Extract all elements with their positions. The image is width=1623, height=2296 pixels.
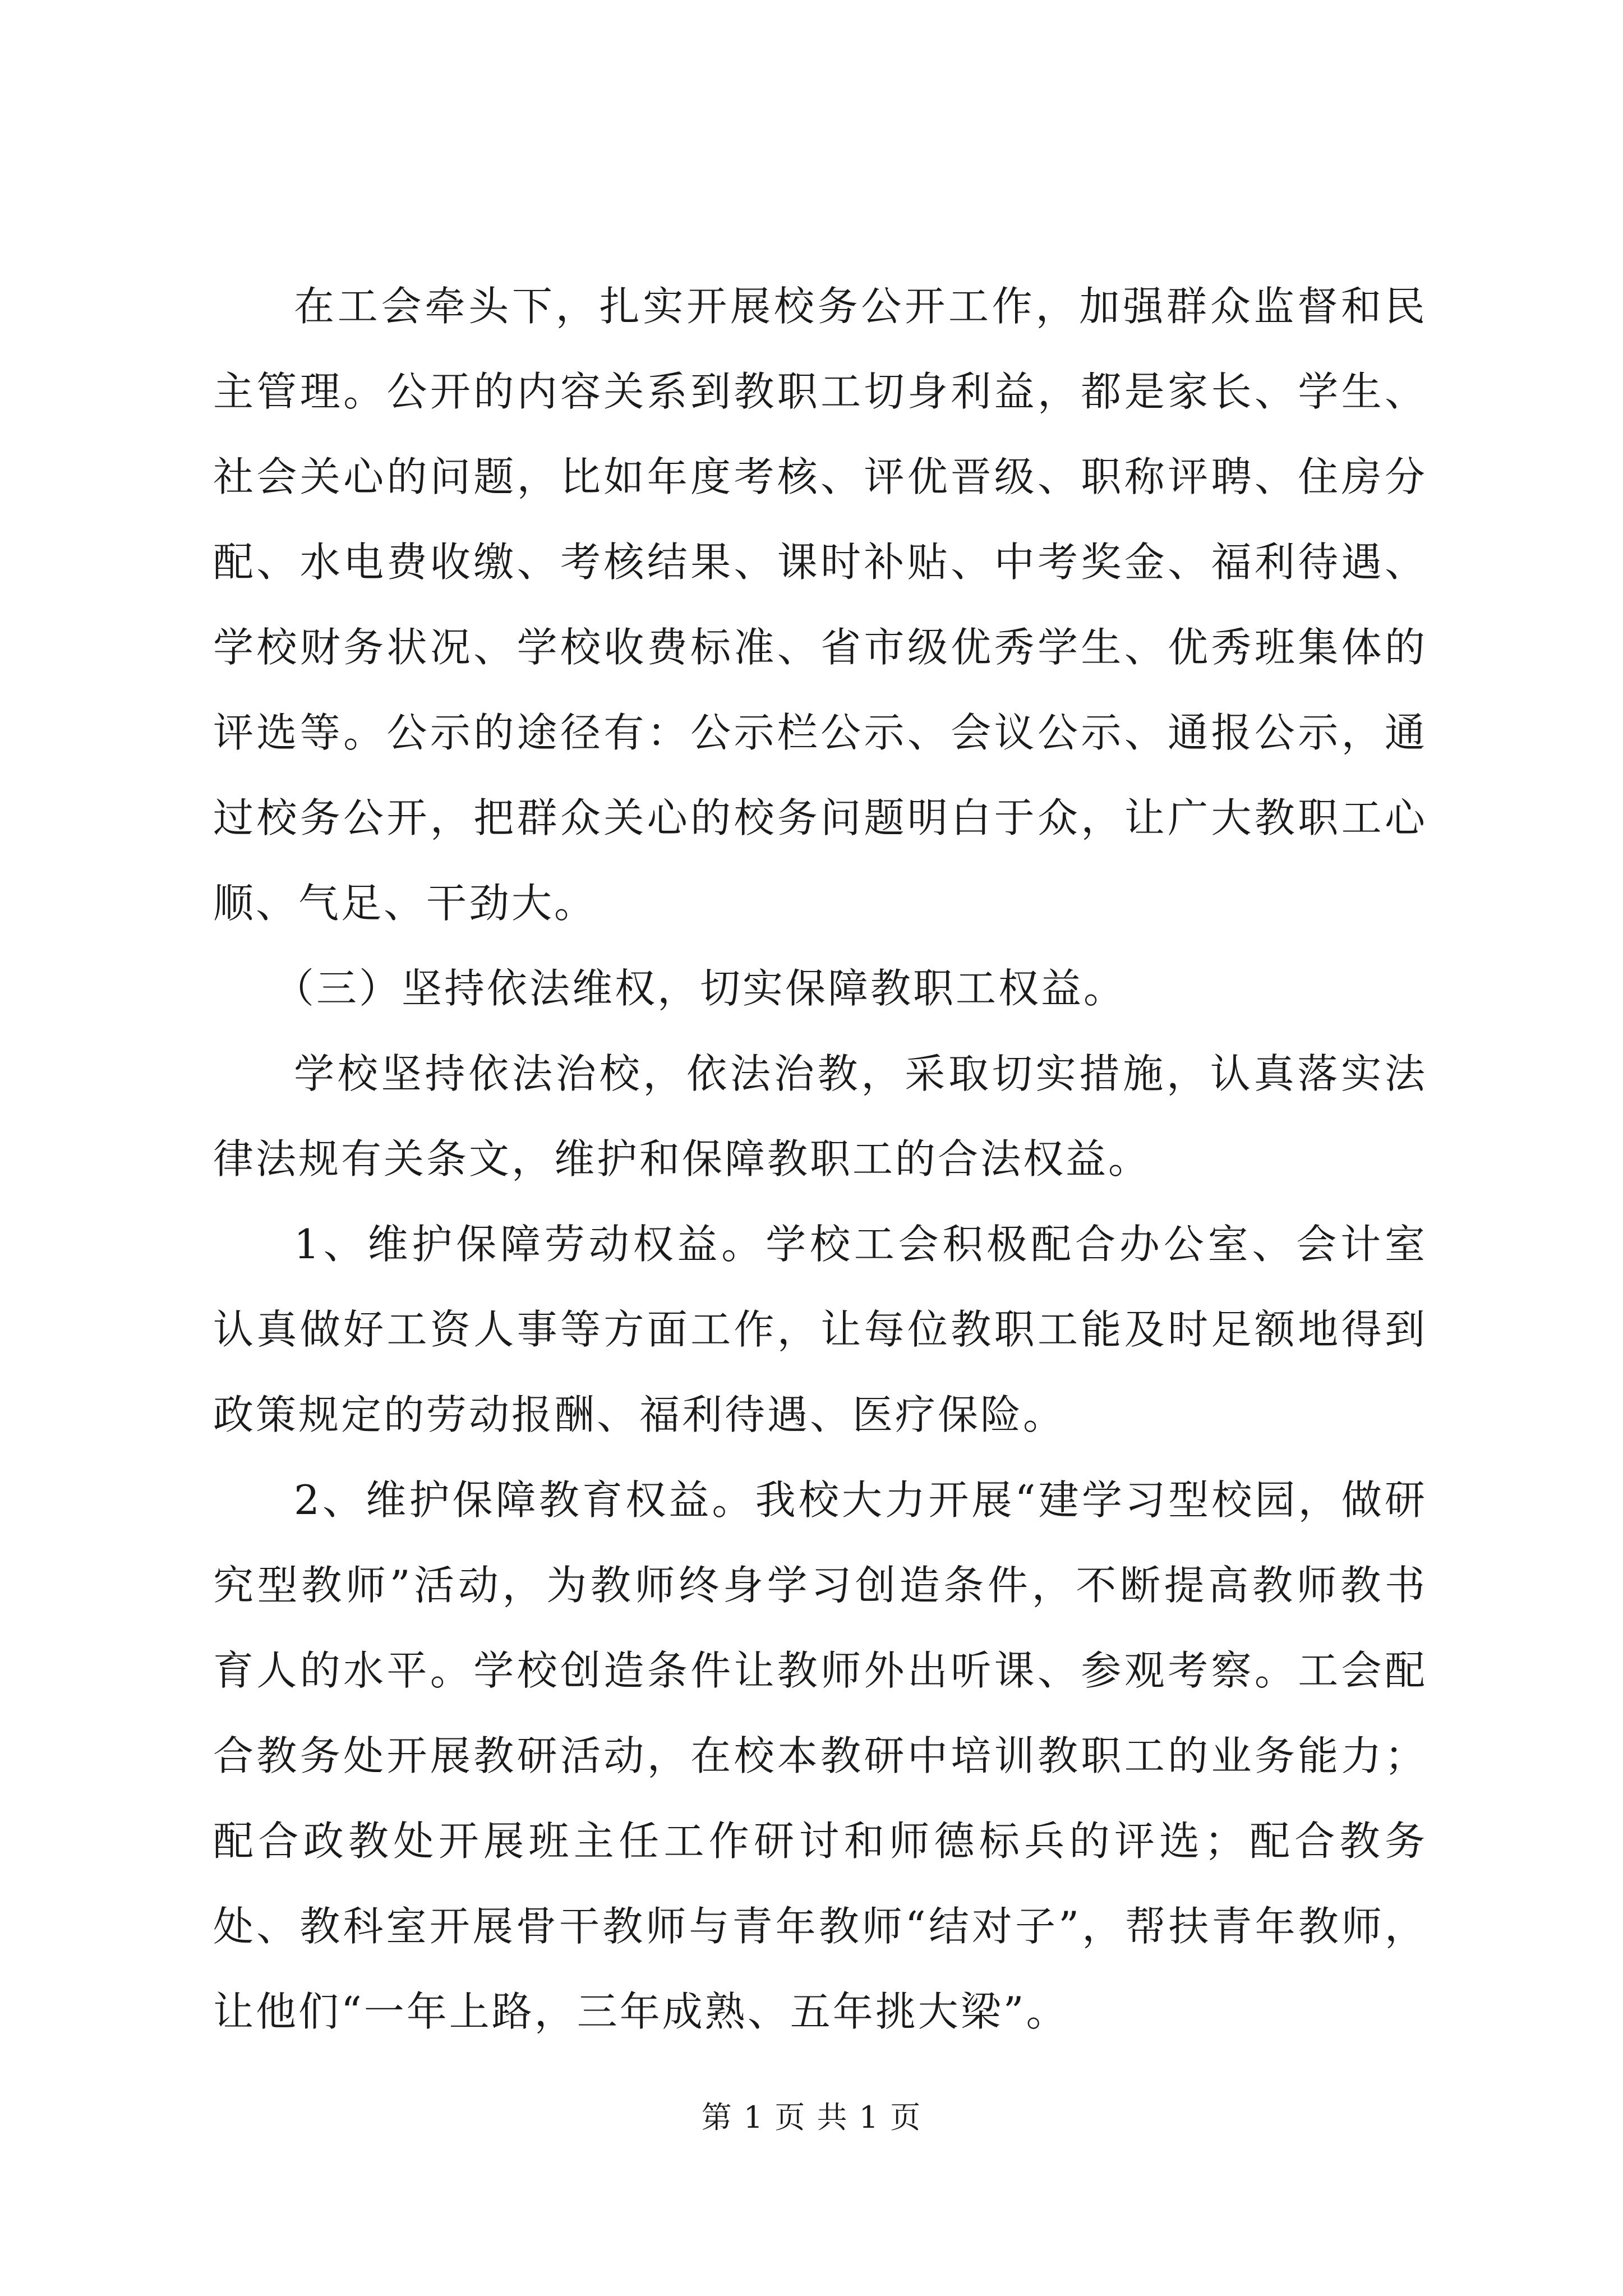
paragraph-labor-rights: 1、维护保障劳动权益。学校工会积极配合办公室、会计室认真做好工资人事等方面工作，让每位教职工能及时足额地得到政策规定的劳动报酬、福利待遇、医疗保险。: [213, 1221, 1427, 1438]
page-number-footer: 第 1 页 共 1 页: [701, 2100, 922, 2135]
paragraph-rule-of-law: 学校坚持依法治校，依法治教，采取切实措施，认真落实法律法规有关条文，维护和保障教职工的合法权益。: [213, 1050, 1427, 1182]
paragraph-education-rights: 2、维护保障教育权益。我校大力开展“建学习型校园，做研究型教师”活动，为教师终身学习创造条件，不断提高教师教书育人的水平。学校创造条件让教师外出听课、参观考察。工会配合教务处开展教研活动，在校本教研中培训教职工的业务能力；配合政教处开展班主任工作研讨和师德标兵的评选；配合教务处、教科室开展骨干教师与青年教师“结对子”，帮扶青年教师，让他们“一年上路，三年成熟、五年挑大梁”。: [213, 1476, 1427, 2035]
document-body: [213, 264, 1427, 2054]
paragraph-school-affairs-disclosure: 在工会牵头下，扎实开展校务公开工作，加强群众监督和民主管理。公开的内容关系到教职工切身利益，都是家长、学生、社会关心的问题，比如年度考核、评优晋级、职称评聘、住房分配、水电费收缴、考核结果、课时补贴、中考奖金、福利待遇、学校财务状况、学校收费标准、省市级优秀学生、优秀班集体的评选等。公示的途径有：公示栏公示、会议公示、通报公示，通过校务公开，把群众关心的校务问题明白于众，让广大教职工心顺、气足、干劲大。: [213, 283, 1427, 927]
section-heading-rights-protection: （三）坚持依法维权，切实保障教职工权益。: [274, 965, 1127, 1012]
